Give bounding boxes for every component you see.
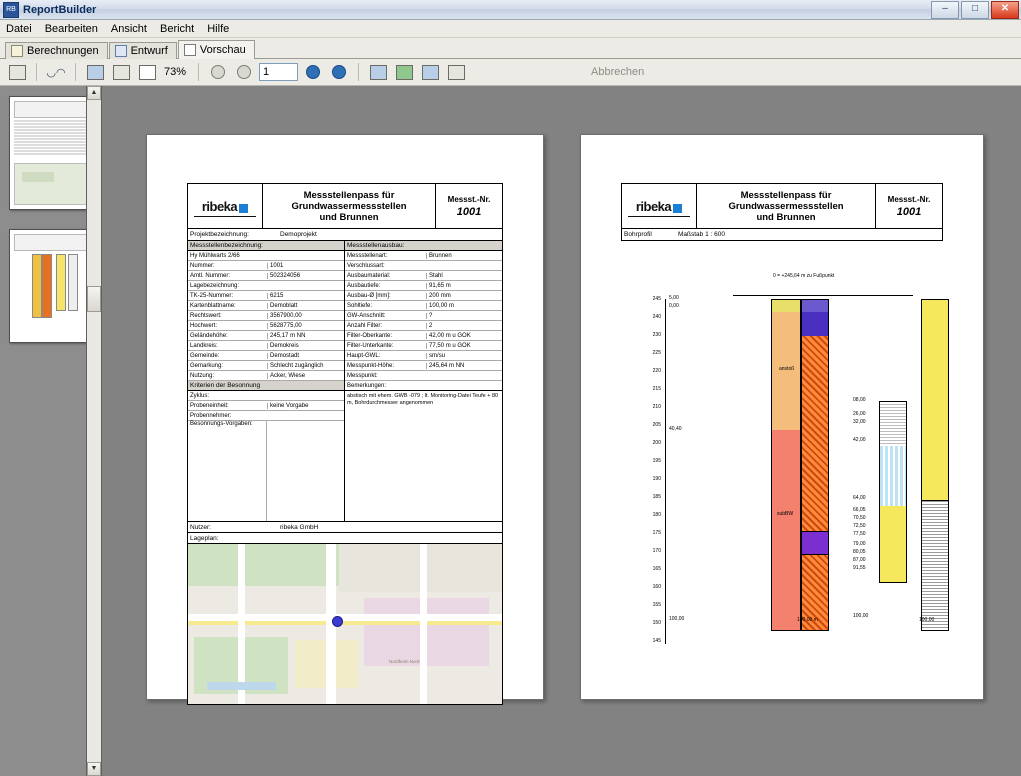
axis-tick: 215	[652, 386, 661, 392]
nr-value-2: 1001	[896, 205, 922, 218]
preview-canvas[interactable]	[102, 86, 1021, 776]
bohrprofil-label: Bohrprofil	[624, 231, 652, 238]
thumbnail-page-1[interactable]	[9, 96, 92, 210]
project-label: Projektbezeichnung:	[190, 231, 249, 238]
menu-item-bericht[interactable]: Bericht	[159, 22, 195, 35]
casing-mark: 79,00	[853, 541, 866, 547]
row-label: Gemeinde:	[190, 352, 220, 359]
map-marker-icon	[332, 616, 343, 627]
project-row	[187, 229, 503, 241]
axis-tick: 205	[652, 422, 661, 428]
row-value: ?	[426, 313, 502, 319]
strat-mark: 0,00	[669, 303, 679, 309]
row-label: Sohltiefe:	[347, 302, 373, 309]
row-label: GW-Anschnitt:	[347, 312, 386, 319]
window-title: ReportBuilder	[23, 3, 97, 16]
report-left-column	[188, 241, 345, 521]
row-value: 502324056	[267, 273, 344, 279]
row-value: Stahl	[426, 273, 502, 279]
row-label: Zyklus:	[190, 392, 210, 399]
scale-label: Maßstab 1 : 600	[678, 231, 725, 238]
row-label: TK-25-Nummer:	[190, 292, 234, 299]
calc-icon	[11, 45, 23, 57]
messstellenpass-document	[187, 183, 503, 705]
casing-column	[879, 401, 907, 583]
zoom-level[interactable]: 73%	[164, 66, 187, 78]
table-row	[345, 371, 502, 381]
fit-page-icon[interactable]	[84, 61, 106, 83]
title-line-1: Messstellenpass für	[740, 189, 832, 201]
thumbnail-scroll-handle[interactable]	[87, 286, 101, 312]
nr-label-2: Messst.-Nr.	[887, 194, 931, 204]
axis-tick: 230	[652, 332, 661, 338]
thumb-map	[14, 163, 87, 205]
table-row	[345, 291, 502, 301]
strat-label: subBW	[777, 511, 794, 517]
first-page-icon[interactable]	[207, 61, 229, 83]
casing-mark: 80,05	[853, 549, 866, 555]
casing-mark: 64,00	[853, 495, 866, 501]
axis-tick: 220	[652, 368, 661, 374]
report-note: abstisch mit ehem. GWB -079 ; lt. Monitoring-Datei Teufe + 80 m, Bohrdurchmesser angenommen	[347, 393, 499, 406]
main-content	[0, 86, 1021, 776]
profile-header	[621, 183, 943, 229]
logo-text-2: ribeka	[635, 198, 672, 214]
strat-mark: 100,00	[669, 616, 685, 622]
row-value: 5628775,00	[267, 323, 344, 329]
row-label: Ausbau-Ø [mm]:	[347, 292, 391, 299]
axis-tick: 170	[652, 548, 661, 554]
thumbnail-scroll-up[interactable]: ▲	[87, 86, 101, 100]
row-label: Hy Mühlwarts 2/66	[190, 252, 240, 259]
thumbnail-scrollbar[interactable]	[86, 86, 101, 776]
title-line-3: und Brunnen	[756, 211, 816, 223]
row-value	[266, 421, 345, 521]
table-row	[345, 251, 502, 261]
row-label: Messstellenart:	[347, 252, 388, 259]
row-value: sm/su	[426, 353, 502, 359]
axis-tick: 145	[652, 638, 661, 644]
row-value: 245,17 m NN	[267, 333, 344, 339]
tab-berechnungen-label: Berechnungen	[27, 45, 99, 57]
report-page-1[interactable]	[146, 134, 544, 700]
nutzer-row	[187, 522, 503, 533]
casing-mark: 87,00	[853, 557, 866, 563]
fit-width-icon[interactable]	[110, 61, 132, 83]
strat-mark: 5,00	[669, 295, 679, 301]
menu-item-hilfe[interactable]: Hilfe	[207, 22, 230, 35]
right-section-header: Messstellenausbau:	[345, 241, 502, 251]
axis-tick: 225	[652, 350, 661, 356]
axis-tick: 175	[652, 530, 661, 536]
cancel-button[interactable]: Abbrechen	[591, 66, 645, 78]
thumb-col-3	[56, 254, 66, 311]
title-line-1: Messstellenpass für	[303, 189, 395, 201]
bohrprofil-document	[621, 183, 943, 671]
lageplan-row	[187, 533, 503, 544]
prev-page-icon[interactable]	[233, 61, 255, 83]
lageplan-label: Lageplan:	[190, 534, 219, 542]
axis-tick: 165	[652, 566, 661, 572]
title-line-2: Grundwassermessstellen	[291, 200, 407, 212]
datum-note: 0 = +245,64 m zu Fußpunkt	[773, 273, 835, 279]
row-label: Landkreis:	[190, 342, 218, 349]
row-value: keine Vorgabe	[267, 403, 344, 409]
maximize-button[interactable]: □	[961, 1, 989, 19]
row-value: 91,65 m	[426, 283, 502, 289]
minimize-button[interactable]: –	[931, 1, 959, 19]
row-label: Probeneinheit:	[190, 402, 229, 409]
table-row	[345, 351, 502, 361]
axis-tick: 200	[652, 440, 661, 446]
row-label: Verschlussart:	[347, 262, 385, 269]
row-value: 3567900,00	[267, 313, 344, 319]
table-row	[188, 281, 344, 291]
tab-berechnungen[interactable]	[5, 42, 108, 59]
app-icon: RB	[3, 2, 19, 18]
lithology-column	[801, 299, 829, 631]
title-bar	[0, 0, 1021, 20]
casing-mark: 26,00	[853, 411, 866, 417]
table-row	[188, 321, 344, 331]
table-row	[188, 271, 344, 281]
row-value: Demostadt	[267, 353, 344, 359]
row-label: Lagebezeichnung:	[190, 282, 240, 289]
logo-square-icon-2	[673, 204, 682, 213]
table-row	[188, 261, 344, 271]
row-value: 77,50 m u GOK	[426, 343, 502, 349]
table-row	[188, 351, 344, 361]
row-value: 6215	[267, 293, 344, 299]
row-label: Nummer:	[190, 262, 215, 269]
close-button[interactable]: ✕	[991, 1, 1019, 19]
table-row	[188, 291, 344, 301]
casing-mark: 77,50	[853, 531, 866, 537]
bohrprofil-subheader	[621, 229, 943, 241]
window-controls	[931, 1, 1019, 19]
construction-column	[921, 299, 949, 631]
next-page-icon[interactable]	[302, 61, 324, 83]
bottom-depth-label: 100,00 m	[797, 617, 818, 623]
title-line-2: Grundwassermessstellen	[728, 200, 844, 212]
table-row	[345, 341, 502, 351]
left-section-header: Messstellenbezeichnung:	[188, 241, 344, 251]
table-row	[188, 411, 344, 421]
row-label: Messpunkt:	[347, 372, 378, 379]
table-row	[188, 421, 344, 521]
table-row	[188, 331, 344, 341]
row-label: Hochwert:	[190, 322, 218, 329]
row-value: Demokreis	[267, 343, 344, 349]
row-value: Brunnen	[426, 253, 502, 259]
nr-label: Messst.-Nr.	[447, 194, 491, 204]
tab-entwurf[interactable]	[109, 42, 177, 59]
row-label: Kartenblattname:	[190, 302, 236, 309]
left-rows	[188, 251, 344, 381]
map-place-label: Nordheim Nord	[388, 659, 420, 665]
row-label: Geländehöhe:	[190, 332, 228, 339]
strat-mark: 40,40	[669, 426, 682, 432]
row-label: Rechtswert:	[190, 312, 222, 319]
table-row	[345, 301, 502, 311]
export-xls-icon[interactable]	[393, 61, 415, 83]
strat-label: anstoß	[779, 366, 795, 372]
stratigraphy-column	[771, 299, 801, 631]
row-label: Probennehmer:	[190, 412, 232, 419]
tab-bar	[0, 38, 1021, 59]
draft-icon	[115, 45, 127, 57]
thumb-header	[14, 101, 87, 118]
logo	[188, 184, 263, 228]
row-label: Besonnungs-Vorgaben:	[190, 421, 253, 427]
menu-item-ansicht[interactable]: Ansicht	[110, 22, 147, 35]
row-label: Amtl. Nummer:	[190, 272, 231, 279]
casing-mark: 72,50	[853, 523, 866, 529]
lithology-marker	[801, 531, 829, 555]
report-title	[263, 184, 436, 228]
menu-item-datei[interactable]: Datei	[6, 22, 32, 35]
export-doc-icon[interactable]	[419, 61, 441, 83]
tab-vorschau-label: Vorschau	[199, 44, 246, 56]
thumb-header-2	[14, 234, 87, 251]
right-bottom-label: 100,00	[919, 617, 935, 623]
profile-title	[697, 184, 876, 228]
bohrprofil-diagram	[621, 251, 943, 671]
casing-mark: 32,00	[853, 419, 866, 425]
row-value: Acker, Wiese	[267, 373, 344, 379]
row-label: Ausbaumaterial:	[347, 272, 391, 279]
row-value: 200 mm	[426, 293, 502, 299]
axis-tick: 180	[652, 512, 661, 518]
report-number-box	[436, 184, 502, 228]
thumb-rows	[14, 120, 87, 155]
lageplan-map	[187, 544, 503, 705]
nutzer-value: ribeka GmbH	[280, 523, 319, 531]
table-row	[188, 301, 344, 311]
axis-tick: 195	[652, 458, 661, 464]
project-value: Demoprojekt	[280, 231, 317, 238]
report-header	[187, 183, 503, 229]
row-value: 1001	[267, 263, 344, 269]
binoculars-icon[interactable]: ◡◠	[46, 66, 66, 79]
page-number-input[interactable]: 1	[259, 63, 298, 81]
row-label: Nutzung:	[190, 372, 215, 379]
table-row	[188, 311, 344, 321]
tab-entwurf-label: Entwurf	[130, 45, 168, 57]
axis-tick: 240	[652, 314, 661, 320]
logo-square-icon	[239, 204, 248, 213]
casing-mark: 08,00	[853, 397, 866, 403]
row-value: 2	[426, 323, 502, 329]
table-row	[345, 271, 502, 281]
row-label: Haupt-GWL:	[347, 352, 381, 359]
casing-mark: 42,00	[853, 437, 866, 443]
row-value: 42,00 m u GOK	[426, 333, 502, 339]
report-right-column	[345, 241, 502, 521]
row-label: Gemarkung:	[190, 362, 224, 369]
nutzer-label: Nutzer:	[190, 523, 211, 531]
thumb-col-2	[42, 254, 52, 318]
title-line-3: und Brunnen	[319, 211, 379, 223]
casing-mark: 91,55	[853, 565, 866, 571]
casing-mark: 70,50	[853, 515, 866, 521]
table-row	[345, 381, 502, 391]
row-label: Anzahl Filter:	[347, 322, 383, 329]
table-row	[188, 251, 344, 261]
thumbnail-page-2[interactable]	[9, 229, 92, 343]
report-page-2[interactable]	[580, 134, 984, 700]
table-row	[188, 371, 344, 381]
row-label: Messpunkt-Höhe:	[347, 362, 395, 369]
table-row	[345, 321, 502, 331]
export-pdf-icon[interactable]	[367, 61, 389, 83]
row-label: Ausbautiefe:	[347, 282, 381, 289]
row-value: Demoblatt	[267, 303, 344, 309]
thumb-col-4	[68, 254, 78, 311]
report-body	[187, 241, 503, 522]
axis-tick: 210	[652, 404, 661, 410]
menu-bar	[0, 20, 1021, 38]
table-row	[345, 281, 502, 291]
tab-vorschau[interactable]	[178, 40, 255, 59]
row-value: 245,64 m NN	[426, 363, 502, 369]
zoom-page-icon[interactable]	[136, 61, 158, 83]
axis-tick: 185	[652, 494, 661, 500]
table-row	[345, 311, 502, 321]
thumbnail-pane	[0, 86, 102, 776]
thumb-col-1	[32, 254, 42, 318]
table-row	[188, 341, 344, 351]
logo-2	[622, 184, 697, 228]
table-row	[345, 261, 502, 271]
axis-tick: 155	[652, 602, 661, 608]
table-row	[188, 401, 344, 411]
preview-toolbar	[0, 59, 1021, 86]
casing-mark: 100,00	[853, 613, 869, 619]
row-label: Filter-Unterkante:	[347, 342, 394, 349]
profile-number-box	[876, 184, 942, 228]
table-row	[345, 361, 502, 371]
preview-icon	[184, 44, 196, 56]
last-page-icon[interactable]	[328, 61, 350, 83]
row-value: Schlecht zugänglich	[267, 363, 344, 369]
axis-tick: 150	[652, 620, 661, 626]
left-section-header-2: Kriterien der Besonnung	[188, 381, 344, 391]
print-icon[interactable]	[6, 61, 28, 83]
axis-tick: 190	[652, 476, 661, 482]
table-row	[345, 331, 502, 341]
axis-tick: 245	[652, 296, 661, 302]
table-row	[188, 361, 344, 371]
thumbnail-scroll-down[interactable]: ▼	[87, 762, 101, 776]
row-label: Filter-Oberkante:	[347, 332, 393, 339]
row-value: 100,00 m	[426, 303, 502, 309]
menu-item-bearbeiten[interactable]: Bearbeiten	[44, 22, 98, 35]
nr-value: 1001	[456, 205, 482, 218]
table-row	[188, 391, 344, 401]
casing-mark: 66,05	[853, 507, 866, 513]
row-label: Bemerkungen:	[347, 382, 387, 389]
axis-tick: 160	[652, 584, 661, 590]
logo-text: ribeka	[201, 198, 238, 214]
grid-icon[interactable]	[445, 61, 467, 83]
